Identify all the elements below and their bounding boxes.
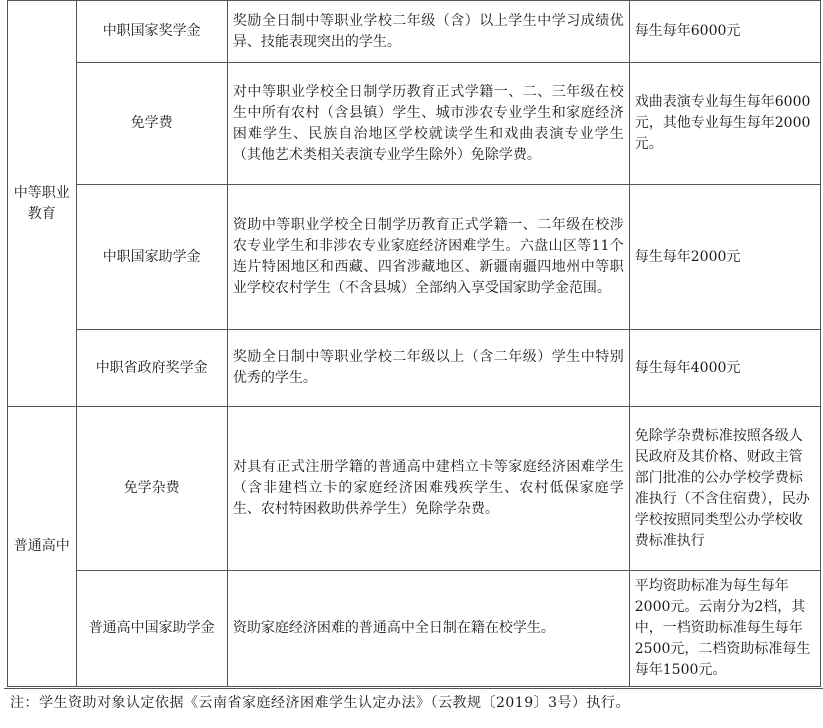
amount-cell: 平均资助标准为每生每年2000元。云南分为2档，其中，一档资助标准每生每年2500元，二档资助标准每生每年1500元。 [629,571,820,687]
name-cell: 中职国家奖学金 [76,1,227,63]
table-row [8,407,821,571]
table-row [8,185,821,330]
description-cell: 奖励全日制中等职业学校二年级（含）以上学生中学习成绩优异、技能表现突出的学生。 [227,1,629,63]
description-cell: 资助家庭经济困难的普通高中全日制在籍在校学生。 [227,571,629,687]
subsidy-table [7,0,821,687]
amount-cell: 每生每年4000元 [629,330,820,407]
description-cell: 资助中等职业学校全日制学历教育正式学籍一、二年级在校涉农专业学生和非涉农专业家庭经济困难学生。六盘山区等11个连片特困地区和西藏、四省涉藏地区、新疆南疆四地州中等职业学校农村学生（不含县城）全部纳入享受国家助学金范围。 [227,185,629,330]
category-label: 普通高中 [13,538,70,554]
name-cell: 普通高中国家助学金 [76,571,227,687]
table-row [8,571,821,687]
table-row [8,63,821,185]
description-cell: 对具有正式注册学籍的普通高中建档立卡等家庭经济困难学生（含非建档立卡的家庭经济困难残疾学生、农村低保家庭学生、农村特困救助供养学生）免除学杂费。 [227,407,629,571]
amount-cell: 免除学杂费标准按照各级人民政府及其价格、财政主管部门批准的公办学校学费标准执行（不含住宿费），民办学校按照同类型公办学校收费标准执行 [629,407,820,571]
amount-cell: 每生每年2000元 [629,185,820,330]
table-row [8,330,821,407]
amount-cell: 戏曲表演专业每生每年6000元，其他专业每生每年2000元。 [629,63,820,185]
name-cell: 中职国家助学金 [76,185,227,330]
description-cell: 奖励全日制中等职业学校二年级以上（含二年级）学生中特别优秀的学生。 [227,330,629,407]
name-cell: 免学杂费 [76,407,227,571]
footnote: 注：学生资助对象认定依据《云南省家庭经济困难学生认定办法》（云教规〔2019〕3号）执行。 [4,688,823,725]
table-row [8,1,821,63]
category-cell [8,1,77,407]
category-label: 中等职业 教育 [13,184,70,222]
name-cell: 中职省政府奖学金 [76,330,227,407]
amount-cell: 每生每年6000元 [629,1,820,63]
name-cell: 免学费 [76,63,227,185]
description-cell: 对中等职业学校全日制学历教育正式学籍一、二、三年级在校生中所有农村（含县镇）学生、城市涉农专业学生和家庭经济困难学生、民族自治地区学校就读学生和戏曲表演专业学生（其他艺术类相关表演专业学生除外）免除学费。 [227,63,629,185]
category-cell [8,407,77,687]
